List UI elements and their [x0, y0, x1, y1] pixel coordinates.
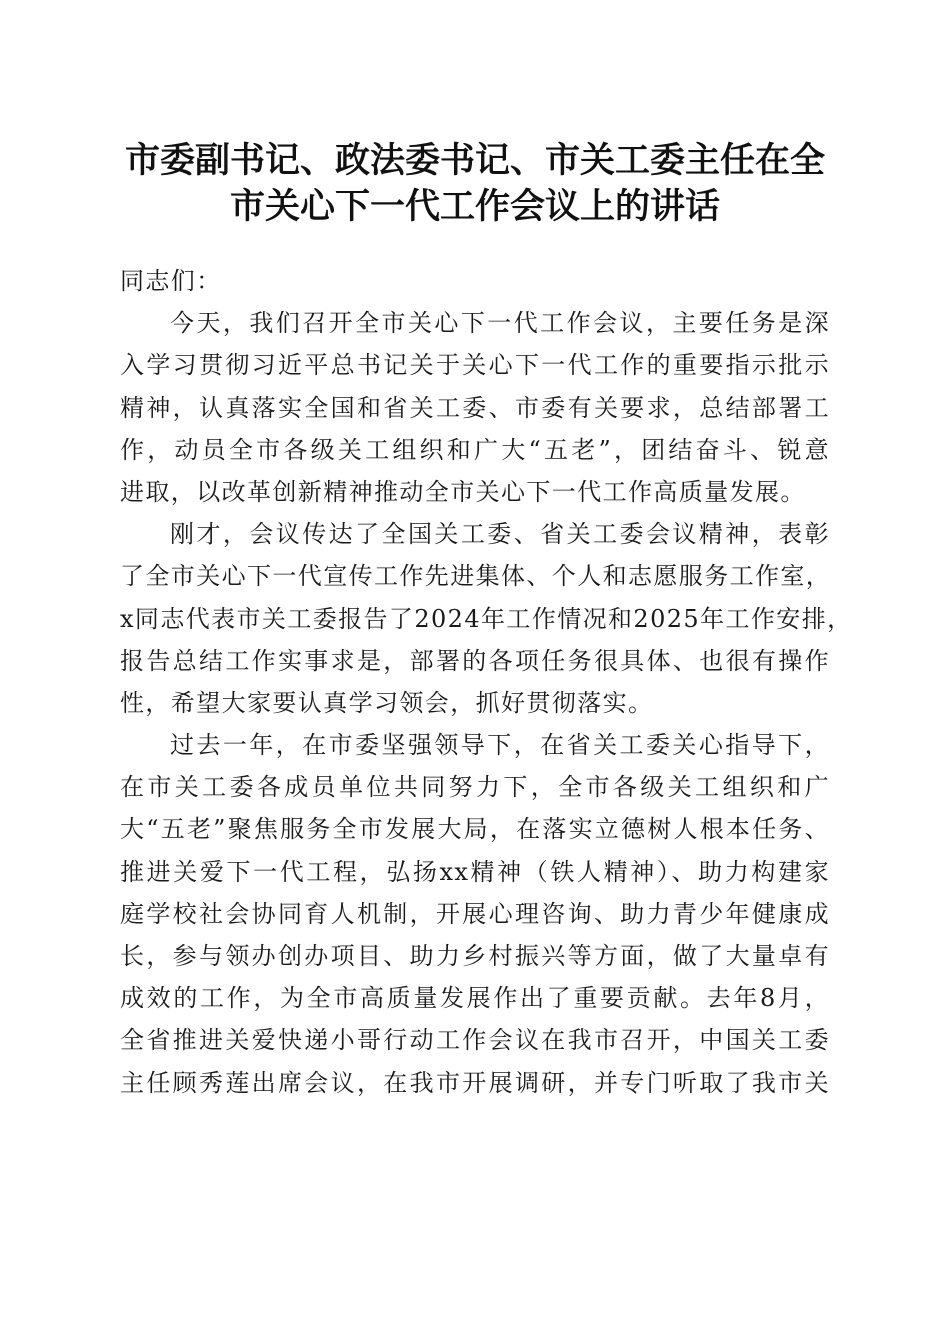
paragraph-3-line: 大“五老”聚焦服务全市发展大局，在落实立德树人根本任务、: [120, 815, 830, 844]
document-body: [120, 260, 853, 1104]
paragraph-1-line: 作，动员全市各级关工组织和广大“五老”，团结奋斗、锐意: [120, 435, 830, 464]
paragraph-3-line: 在市关工委各成员单位共同努力下，全市各级关工组织和广: [120, 773, 830, 802]
title-line-1: 市委副书记、政法委书记、市关工委主任在全: [124, 140, 825, 181]
paragraph-2-line: 性，希望大家要认真学习领会，抓好贯彻落实。: [120, 688, 654, 717]
paragraph-2-line: x同志代表市关工委报告了2024年工作情况和2025年工作安排，: [120, 604, 853, 633]
paragraph-2-line: 刚才，会议传达了全国关工委、省关工委会议精神，表彰: [170, 520, 830, 549]
paragraph-3-line: 庭学校社会协同育人机制，开展心理咨询、助力青少年健康成: [120, 899, 830, 928]
paragraph-3-line: 成效的工作，为全市高质量发展作出了重要贡献。去年8月，: [120, 984, 830, 1013]
paragraph-3-line: 长，参与领办创办项目、助力乡村振兴等方面，做了大量卓有: [120, 942, 830, 970]
paragraph-3-line: 过去一年，在市委坚强领导下，在省关工委关心指导下，: [170, 731, 830, 760]
paragraph-1-line: 进取，以改革创新精神推动全市关心下一代工作高质量发展。: [120, 477, 806, 506]
paragraph-3-line: 主任顾秀莲出席会议，在我市开展调研，并专门听取了我市关: [120, 1068, 830, 1097]
paragraph-2-line: 了全市关心下一代宣传工作先进集体、个人和志愿服务工作室，: [120, 562, 832, 591]
paragraph-3-line: 全省推进关爱快递小哥行动工作会议在我市召开，中国关工委: [120, 1026, 830, 1055]
paragraph-3-line: 推进关爱下一代工程，弘扬xx精神（铁人精神）、助力构建家: [120, 857, 830, 886]
paragraph-1-line: 今天，我们召开全市关心下一代工作会议，主要任务是深: [170, 309, 830, 338]
paragraph-1-line: 入学习贯彻习近平总书记关于关心下一代工作的重要指示批示: [120, 351, 830, 380]
paragraph-1-line: 精神，认真落实全国和省关工委、市委有关要求，总结部署工: [120, 393, 830, 422]
title-line-2: 市关心下一代工作会议上的讲话: [229, 186, 720, 227]
document-title: [100, 138, 850, 230]
paragraph-2-line: 报告总结工作实事求是，部署的各项任务很具体、也很有操作: [120, 646, 830, 675]
salutation: 同志们：: [120, 267, 222, 295]
